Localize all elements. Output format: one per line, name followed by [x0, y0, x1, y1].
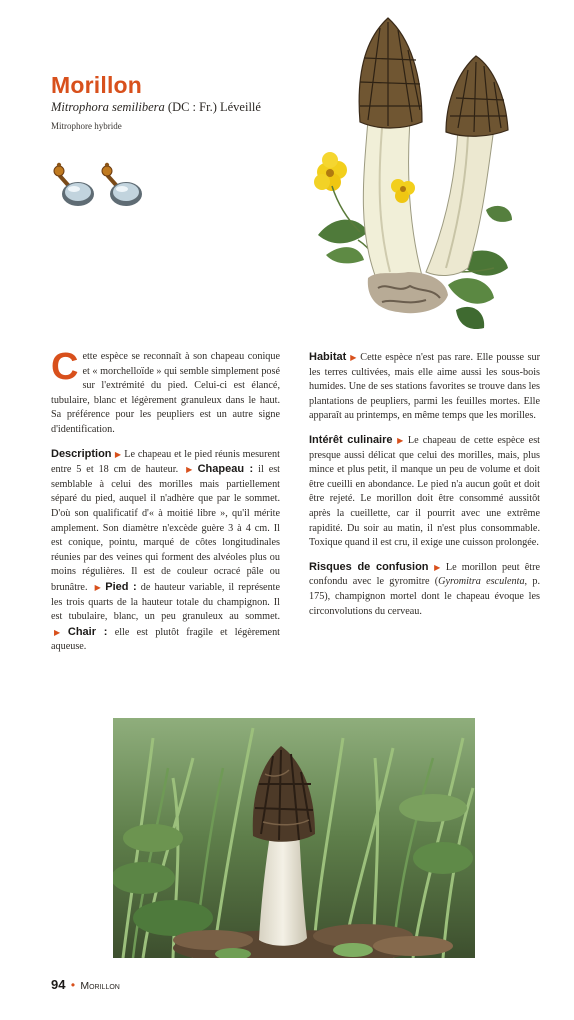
section-marker-icon: ▶ [94, 582, 103, 592]
culinary-text: Le chapeau de cette espèce est presque aussi délicat que celui des morilles, mais, plus mince et plus petit, il manque un peu de volume et doit être cueilli en abondance. Le pied n'a aucun goût et doit être rejeté. Le morillon doit être consommé aussitôt après la cueillette, car il pourrit avec une extrême rapidité. Du soir au matin, il n'est plus consommable. Toxique quand il est cru, il exige une cuisson prolongée. [309, 434, 540, 549]
description-lead: Le chapeau et le pied réunis mesurent entre 5 et 18 cm de hauteur. [51, 448, 280, 476]
pied-label: Pied : [105, 580, 137, 593]
section-marker-icon: ▶ [349, 353, 358, 362]
section-marker-icon: ▶ [186, 465, 195, 475]
chapeau-text: il est semblable à celui des morilles mais partiellement séparé du pied, auquel il n'adhère que par le sommet. D'où son qualificatif d'« à moitié libre », qu'il mérite amplement. Son diamètre n'excède guère 3 à 4 cm. Il est conique, pointu, marqué de côtes longitudinales réunies par des veines qui forment des alvéoles plus ou moins régulières. Il est de couleur ocracé pâle ou brunâtre. [51, 464, 281, 593]
chair-label: Chair : [67, 625, 108, 638]
scientific-name-authority: (DC : Fr.) Léveillé [167, 100, 261, 114]
section-marker-icon: ▶ [54, 627, 65, 637]
confusion-species: Gyromitra esculenta [438, 576, 525, 588]
confusion-text-after: , p. 175), champignon mortel dont le chapeau évoque les circonvolutions du cerveau. [309, 576, 541, 617]
right-column [309, 350, 540, 628]
habitat-heading: Habitat [309, 351, 347, 363]
habitat-paragraph [309, 350, 540, 424]
confusion-paragraph [309, 560, 540, 619]
running-title: Morillon [80, 980, 120, 992]
scientific-name-binomial: Mitrophora semilibera [51, 100, 165, 114]
intro-text: ette espèce se reconnaît à son chapeau conique et « morchelloïde » qui semble simplement posé sur l'extrémité du pied. Celui-ci est élancé, tubulaire, blanc et légèrement granuleux dans le haut. Sa préférence pour les peupliers est un autre signe d'identification. [51, 351, 280, 435]
mushroom-illustration [298, 10, 536, 340]
pan-icon [102, 163, 142, 206]
section-marker-icon: ▶ [395, 435, 405, 445]
left-column [51, 346, 281, 664]
description-paragraph [51, 447, 280, 655]
description-heading: Description [51, 447, 112, 460]
culinary-paragraph [309, 433, 540, 551]
section-marker-icon: ▶ [114, 449, 122, 459]
culinary-heading: Intérêt culinaire [309, 433, 393, 446]
footer-bullet: • [70, 978, 76, 992]
drop-cap: C [51, 346, 79, 388]
mushroom-photo [113, 718, 475, 958]
pied-text: de hauteur variable, il représente les trois quarts de la hauteur totale du champignon. Il est tubulaire, blanc, un peu granuleux au sommet. [51, 581, 281, 623]
chair-text: elle est plutôt fragile et légèrement aqueuse. [51, 626, 281, 653]
confusion-heading: Risques de confusion [309, 560, 429, 573]
section-marker-icon: ▶ [431, 562, 443, 572]
common-name: Mitrophore hybride [51, 121, 122, 131]
flower [314, 152, 347, 191]
confusion-text-before: Le morillon peut être confondu avec le gyromitre ( [309, 561, 540, 588]
page-footer [51, 977, 120, 992]
habitat-text: Cette espèce n'est pas rare. Elle pousse sur les terres cultivées, mais elle aime aussi les sous-bois humides. Une de ses stations favorites se trouve dans les plantations de peupliers, parmi les feuilles mortes. Elle apparaît au printemps, en même temps que les morilles. [309, 352, 540, 422]
page-title: Morillon [51, 72, 143, 98]
intro-paragraph [51, 346, 280, 438]
edibility-pans-icon [48, 158, 144, 208]
scientific-name [51, 100, 261, 115]
page-number: 94 [51, 977, 66, 992]
chapeau-label: Chapeau : [197, 463, 254, 476]
pan-icon [54, 163, 94, 206]
